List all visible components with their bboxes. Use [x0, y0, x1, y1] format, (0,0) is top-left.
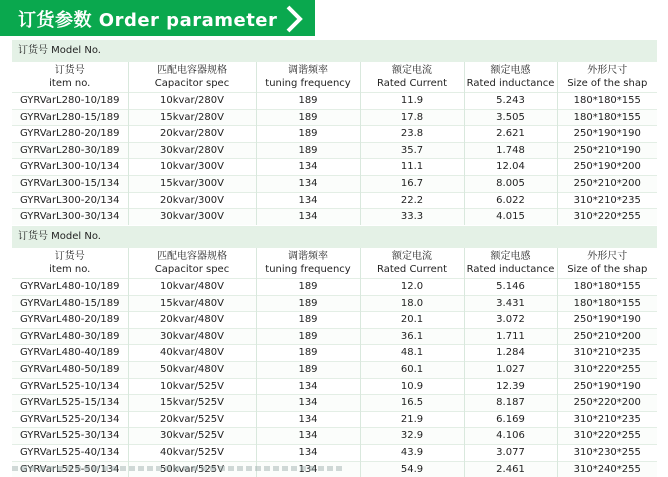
rated-current-cell: 18.0: [360, 295, 464, 312]
size-cell: 250*190*190: [557, 312, 657, 329]
rated-inductance-cell: 12.04: [464, 159, 557, 176]
tuning-frequency-cell: 134: [256, 192, 360, 209]
rated-inductance-header: [464, 62, 557, 93]
column-header-row: [12, 62, 657, 93]
rated-current-cell: 22.2: [360, 192, 464, 209]
item-no-cell: GYRVarL480-50/189: [12, 361, 128, 378]
item-no-cell: GYRVarL525-30/134: [12, 428, 128, 445]
capacitor-spec-header: [128, 62, 256, 93]
rated-current-cell: 33.3: [360, 209, 464, 225]
rated-current-cell: 16.5: [360, 395, 464, 412]
item-no-header: [12, 248, 128, 279]
capacitor-spec-cell: 50kvar/525V: [128, 461, 256, 477]
size-cell: 310*240*255: [557, 461, 657, 477]
rated-current-cell: 12.0: [360, 279, 464, 296]
tuning-frequency-cell: 189: [256, 279, 360, 296]
item-no-cell: GYRVarL480-15/189: [12, 295, 128, 312]
size-header: [557, 62, 657, 93]
item-no-cell: GYRVarL525-50/134: [12, 461, 128, 477]
item-no-cell: GYRVarL480-40/189: [12, 345, 128, 362]
cut-off-footnote: [12, 466, 342, 471]
tuning-frequency-cell: 134: [256, 411, 360, 428]
item-no-cell: GYRVarL525-40/134: [12, 444, 128, 461]
table-row: [12, 428, 657, 445]
model-no-label: 订货号 Model No.: [12, 226, 657, 248]
header-label-cn: 订货号: [54, 251, 85, 262]
capacitor-spec-cell: 40kvar/525V: [128, 444, 256, 461]
item-no-cell: GYRVarL525-10/134: [12, 378, 128, 395]
size-cell: 250*190*190: [557, 378, 657, 395]
size-cell: 180*180*155: [557, 279, 657, 296]
rated-inductance-cell: 3.072: [464, 312, 557, 329]
tuning-frequency-cell: 189: [256, 328, 360, 345]
rated-current-cell: 10.9: [360, 378, 464, 395]
table-row: [12, 444, 657, 461]
tuning-frequency-header: [256, 248, 360, 279]
parameter-table: [12, 40, 657, 225]
table-row: [12, 312, 657, 329]
chevron-right-icon: [284, 4, 324, 34]
tuning-frequency-cell: 134: [256, 395, 360, 412]
size-cell: 180*180*155: [557, 295, 657, 312]
capacitor-spec-cell: 20kvar/280V: [128, 126, 256, 143]
header-label-cn: 调谐频率: [288, 251, 328, 262]
column-header-row: [12, 248, 657, 279]
size-cell: 310*210*235: [557, 411, 657, 428]
capacitor-spec-header: [128, 248, 256, 279]
item-no-cell: GYRVarL280-10/189: [12, 93, 128, 110]
tuning-frequency-cell: 189: [256, 109, 360, 126]
tuning-frequency-cell: 189: [256, 312, 360, 329]
header-label-cn: 外形尺寸: [587, 251, 628, 262]
item-no-cell: GYRVarL280-15/189: [12, 109, 128, 126]
header-label-en: tuning frequency: [265, 78, 351, 89]
header-label-en: Rated Current: [376, 264, 447, 275]
rated-current-cell: 16.7: [360, 175, 464, 192]
rated-inductance-cell: 3.077: [464, 444, 557, 461]
capacitor-spec-cell: 15kvar/480V: [128, 295, 256, 312]
capacitor-spec-cell: 30kvar/280V: [128, 142, 256, 159]
size-cell: 250*220*200: [557, 395, 657, 412]
rated-current-header: [360, 62, 464, 93]
rated-current-cell: 23.8: [360, 126, 464, 143]
rated-current-cell: 43.9: [360, 444, 464, 461]
table-row: [12, 109, 657, 126]
rated-current-cell: 36.1: [360, 328, 464, 345]
capacitor-spec-cell: 30kvar/525V: [128, 428, 256, 445]
rated-current-cell: 20.1: [360, 312, 464, 329]
table-row: [12, 279, 657, 296]
tuning-frequency-cell: 134: [256, 378, 360, 395]
tuning-frequency-cell: 189: [256, 345, 360, 362]
header-label-en: Rated inductance: [466, 78, 555, 89]
capacitor-spec-cell: 15kvar/280V: [128, 109, 256, 126]
tuning-frequency-cell: 134: [256, 461, 360, 477]
size-cell: 310*220*255: [557, 209, 657, 225]
rated-inductance-header: [464, 248, 557, 279]
item-no-cell: GYRVarL525-20/134: [12, 411, 128, 428]
capacitor-spec-cell: 50kvar/480V: [128, 361, 256, 378]
header-label-en: item no.: [49, 264, 91, 275]
size-cell: 310*220*255: [557, 428, 657, 445]
item-no-cell: GYRVarL300-15/134: [12, 175, 128, 192]
header-label-en: tuning frequency: [265, 264, 351, 275]
item-no-cell: GYRVarL300-30/134: [12, 209, 128, 225]
header-label-en: Size of the shap: [567, 78, 648, 89]
header-label-en: Capacitor spec: [154, 78, 230, 89]
rated-inductance-cell: 6.022: [464, 192, 557, 209]
header-label-cn: 匹配电容器规格: [157, 65, 227, 76]
size-cell: 250*210*190: [557, 142, 657, 159]
rated-current-cell: 11.1: [360, 159, 464, 176]
rated-current-cell: 17.8: [360, 109, 464, 126]
rated-inductance-cell: 2.461: [464, 461, 557, 477]
item-no-cell: GYRVarL280-30/189: [12, 142, 128, 159]
header-label-cn: 额定电流: [392, 65, 432, 76]
header-label-cn: 额定电感: [490, 65, 531, 76]
rated-inductance-cell: 3.431: [464, 295, 557, 312]
section-header: [12, 226, 657, 248]
item-no-cell: GYRVarL300-20/134: [12, 192, 128, 209]
header-label-en: Capacitor spec: [154, 264, 230, 275]
tuning-frequency-cell: 134: [256, 428, 360, 445]
size-cell: 250*210*200: [557, 175, 657, 192]
rated-current-cell: 60.1: [360, 361, 464, 378]
header-label-cn: 匹配电容器规格: [157, 251, 227, 262]
parameter-table: [12, 226, 657, 477]
table-row: [12, 209, 657, 225]
capacitor-spec-cell: 20kvar/525V: [128, 411, 256, 428]
rated-inductance-cell: 8.005: [464, 175, 557, 192]
table-row: [12, 378, 657, 395]
size-cell: 180*180*155: [557, 109, 657, 126]
header-label-cn: 调谐频率: [288, 65, 328, 76]
header-label-cn: 外形尺寸: [587, 65, 628, 76]
table-row: [12, 142, 657, 159]
table-row: [12, 159, 657, 176]
rated-inductance-cell: 4.106: [464, 428, 557, 445]
tuning-frequency-cell: 134: [256, 444, 360, 461]
table-row: [12, 175, 657, 192]
rated-current-cell: 21.9: [360, 411, 464, 428]
capacitor-spec-cell: 15kvar/300V: [128, 175, 256, 192]
table-row: [12, 192, 657, 209]
header-label-en: item no.: [49, 78, 91, 89]
header-label-en: Size of the shap: [567, 264, 648, 275]
capacitor-spec-cell: 20kvar/480V: [128, 312, 256, 329]
tuning-frequency-cell: 189: [256, 361, 360, 378]
size-header: [557, 248, 657, 279]
table-row: [12, 295, 657, 312]
title-banner: [0, 0, 315, 36]
order-table-2: [12, 226, 657, 477]
table-row: [12, 328, 657, 345]
table-row: [12, 93, 657, 110]
size-cell: 250*190*190: [557, 126, 657, 143]
capacitor-spec-cell: 30kvar/300V: [128, 209, 256, 225]
item-no-cell: GYRVarL300-10/134: [12, 159, 128, 176]
item-no-cell: GYRVarL480-30/189: [12, 328, 128, 345]
order-table-1: [12, 40, 657, 225]
item-no-cell: GYRVarL525-15/134: [12, 395, 128, 412]
size-cell: 180*180*155: [557, 93, 657, 110]
capacitor-spec-cell: 10kvar/300V: [128, 159, 256, 176]
tuning-frequency-cell: 189: [256, 142, 360, 159]
capacitor-spec-cell: 40kvar/480V: [128, 345, 256, 362]
item-no-cell: GYRVarL480-20/189: [12, 312, 128, 329]
table-row: [12, 345, 657, 362]
capacitor-spec-cell: 20kvar/300V: [128, 192, 256, 209]
header-label-en: Rated inductance: [466, 264, 555, 275]
item-no-cell: GYRVarL480-10/189: [12, 279, 128, 296]
rated-current-cell: 48.1: [360, 345, 464, 362]
header-label-en: Rated Current: [376, 78, 447, 89]
size-cell: 310*210*235: [557, 345, 657, 362]
size-cell: 310*230*255: [557, 444, 657, 461]
tuning-frequency-cell: 189: [256, 126, 360, 143]
rated-inductance-cell: 3.505: [464, 109, 557, 126]
rated-inductance-cell: 8.187: [464, 395, 557, 412]
section-header: [12, 40, 657, 62]
rated-current-cell: 35.7: [360, 142, 464, 159]
rated-current-cell: 32.9: [360, 428, 464, 445]
table-row: [12, 361, 657, 378]
table-row: [12, 411, 657, 428]
table-row: [12, 126, 657, 143]
size-cell: 310*220*255: [557, 361, 657, 378]
tuning-frequency-cell: 189: [256, 93, 360, 110]
rated-inductance-cell: 1.027: [464, 361, 557, 378]
capacitor-spec-cell: 10kvar/280V: [128, 93, 256, 110]
tuning-frequency-cell: 134: [256, 209, 360, 225]
header-label-cn: 订货号: [54, 65, 85, 76]
item-no-header: [12, 62, 128, 93]
rated-current-header: [360, 248, 464, 279]
rated-inductance-cell: 4.015: [464, 209, 557, 225]
tuning-frequency-cell: 134: [256, 175, 360, 192]
header-label-cn: 额定电感: [490, 251, 531, 262]
rated-current-cell: 11.9: [360, 93, 464, 110]
rated-inductance-cell: 2.621: [464, 126, 557, 143]
item-no-cell: GYRVarL280-20/189: [12, 126, 128, 143]
rated-inductance-cell: 5.243: [464, 93, 557, 110]
tuning-frequency-header: [256, 62, 360, 93]
capacitor-spec-cell: 10kvar/525V: [128, 378, 256, 395]
size-cell: 250*210*200: [557, 328, 657, 345]
header-label-cn: 额定电流: [392, 251, 432, 262]
capacitor-spec-cell: 30kvar/480V: [128, 328, 256, 345]
page-title: 订货参数 Order parameter: [18, 10, 278, 31]
capacitor-spec-cell: 10kvar/480V: [128, 279, 256, 296]
rated-inductance-cell: 5.146: [464, 279, 557, 296]
table-row: [12, 395, 657, 412]
rated-inductance-cell: 1.711: [464, 328, 557, 345]
model-no-label: 订货号 Model No.: [12, 40, 657, 62]
capacitor-spec-cell: 15kvar/525V: [128, 395, 256, 412]
rated-inductance-cell: 12.39: [464, 378, 557, 395]
rated-inductance-cell: 1.748: [464, 142, 557, 159]
rated-current-cell: 54.9: [360, 461, 464, 477]
size-cell: 250*190*200: [557, 159, 657, 176]
rated-inductance-cell: 1.284: [464, 345, 557, 362]
tuning-frequency-cell: 189: [256, 295, 360, 312]
size-cell: 310*210*235: [557, 192, 657, 209]
tuning-frequency-cell: 134: [256, 159, 360, 176]
rated-inductance-cell: 6.169: [464, 411, 557, 428]
